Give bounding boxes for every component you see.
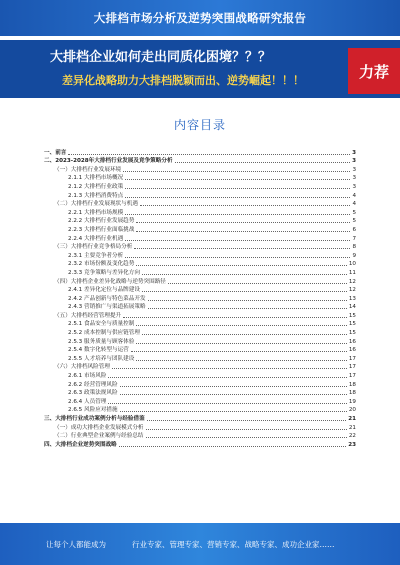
toc-leader-dots [142,274,347,275]
toc-leader-dots [120,411,347,412]
toc-entry[interactable] [44,380,356,389]
toc-page-number: 17 [348,373,356,380]
toc-entry[interactable] [44,234,356,243]
toc-entry-title: 二、2023-2028年大排档行业发展及竞争策略分析 [44,158,173,165]
toc-leader-dots [140,205,351,206]
toc-leader-dots [136,222,350,223]
toc-leader-dots [125,214,350,215]
toc-page-number: 17 [348,364,356,371]
toc-entry[interactable] [44,148,356,157]
toc-page-number: 5 [352,218,356,225]
toc-entry[interactable] [44,243,356,252]
toc-entry-title: 2.5.3 服务质量与顾客体验 [68,338,135,345]
toc-leader-dots [136,265,347,266]
toc-leader-dots [68,154,350,155]
toc-entry-title: 三、大排档行业成功案例分析与经验借鉴 [44,416,145,422]
toc-leader-dots [142,334,347,335]
toc-entry-title: 四、大排档企业逆势突围战略 [44,441,117,448]
toc-page-number: 18 [348,381,356,388]
toc-entry[interactable] [44,191,356,200]
toc-leader-dots [136,360,347,361]
table-of-contents [44,148,356,449]
toc-page-number: 3 [352,149,356,156]
toc-entry[interactable] [44,397,356,406]
toc-entry-title: （二）行业典型企业案例与经验总结 [54,433,144,440]
toc-leader-dots [148,300,347,301]
toc-entry[interactable] [44,260,356,269]
toc-entry[interactable] [44,432,356,441]
toc-entry-title: 2.6.5 风险应对措施 [68,407,118,414]
toc-page-number: 12 [348,278,356,285]
recommend-seal [348,48,400,94]
toc-page-number: 5 [352,209,356,216]
toc-entry-title: 2.1.2 大排档行业政策 [68,183,124,190]
toc-entry-title: 2.5.5 人才培养与团队建设 [68,355,135,362]
toc-entry-title: 2.1.1 大排档市场概况 [68,175,124,182]
toc-entry-title: 一、前言 [44,149,67,156]
toc-entry[interactable] [44,363,356,372]
toc-leader-dots [125,257,350,258]
toc-page-number: 6 [352,226,356,233]
toc-page-number: 15 [348,321,356,328]
toc-entry[interactable] [44,337,356,346]
toc-entry[interactable] [44,200,356,209]
toc-entry[interactable] [44,303,356,312]
toc-entry[interactable] [44,208,356,217]
toc-entry[interactable] [44,354,356,363]
top-banner [0,0,400,36]
toc-entry[interactable] [44,217,356,226]
toc-entry-title: 2.1.3 大排档消费特点 [68,192,124,199]
toc-page-number: 17 [348,355,356,362]
toc-leader-dots [108,403,346,404]
hero-title: 大排档企业如何走出同质化困境？？？ [50,50,272,65]
toc-entry[interactable] [44,174,356,183]
toc-leader-dots [175,162,351,163]
toc-leader-dots [146,429,347,430]
toc-page-number: 22 [348,433,356,440]
toc-entry-title: 2.6.3 政策法规风险 [68,390,118,397]
toc-page-number: 10 [348,261,356,268]
toc-entry[interactable] [44,182,356,191]
toc-entry-title: （四）大排档企业差异化战略与逆势突围路径 [54,278,166,285]
toc-entry[interactable] [44,157,356,166]
bottom-banner [0,523,400,565]
toc-entry[interactable] [44,320,356,329]
toc-leader-dots [148,308,347,309]
toc-entry-title: 2.2.2 大排档行业发展趋势 [68,218,135,225]
toc-entry[interactable] [44,268,356,277]
toc-page-number: 3 [352,166,356,173]
toc-entry-title: 2.4.3 营销推广与渠道拓展策略 [68,304,146,311]
toc-page-number: 14 [348,304,356,311]
toc-leader-dots [125,179,350,180]
seal-text: 力荐 [358,62,389,81]
toc-leader-dots [120,386,347,387]
toc-page-number: 7 [352,235,356,242]
toc-entry-title: （三）大排档行业竞争格局分析 [54,244,133,251]
footer-roles: 行业专家、管理专家、营销专家、战略专家、成功企业家…… [132,539,335,549]
toc-page-number: 13 [348,295,356,302]
hero-subtitle: 差异化战略助力大排档脱颖而出、逆势崛起！！！ [62,74,304,87]
toc-entry[interactable] [44,251,356,260]
toc-leader-dots [125,197,350,198]
toc-page-number: 20 [348,407,356,414]
toc-leader-dots [136,231,350,232]
toc-leader-dots [125,188,350,189]
toc-entry-title: 2.4.1 差异化定位与品牌建设 [68,287,140,294]
toc-entry[interactable] [44,423,356,432]
toc-entry[interactable] [44,277,356,286]
toc-page-number: 3 [352,175,356,182]
toc-entry-title: 2.6.1 市场风险 [68,373,107,380]
toc-entry-title: 2.3.3 竞争策略与差异化方向 [68,269,140,276]
toc-leader-dots [147,420,347,421]
toc-entry[interactable] [44,294,356,303]
toc-entry-title: 2.5.2 成本控制与供应链管理 [68,330,140,337]
toc-leader-dots [125,240,350,241]
toc-entry[interactable] [44,440,356,449]
toc-entry[interactable] [44,311,356,320]
toc-entry[interactable] [44,371,356,380]
toc-page-number: 16 [348,338,356,345]
toc-entry-title: 2.5.1 食品安全与质量控制 [68,321,135,328]
toc-entry-title: 2.6.2 经营管理风险 [68,381,118,388]
toc-heading: 内容目录 [173,118,226,132]
toc-leader-dots [112,368,347,369]
toc-leader-dots [123,171,350,172]
toc-page-number: 9 [352,252,356,259]
toc-page-number: 8 [352,244,356,251]
toc-page-number: 3 [352,158,356,165]
toc-entry-title: （二）大排档行业发展现状与机遇 [54,201,138,208]
toc-page-number: 11 [348,269,356,276]
toc-entry[interactable] [44,389,356,398]
toc-entry-title: （六）大排档风险管理 [54,364,110,371]
toc-leader-dots [136,343,347,344]
toc-leader-dots [119,446,346,447]
toc-entry-title: （一）成功大排档企业发展模式分析 [54,424,144,431]
toc-page-number: 16 [348,347,356,354]
toc-entry-title: （五）大排档经营管理提升 [54,312,122,319]
toc-entry-title: 2.5.4 数字化转型与运营 [68,347,129,354]
toc-leader-dots [108,377,346,378]
toc-page-number: 15 [348,312,356,319]
toc-leader-dots [146,437,347,438]
toc-entry[interactable] [44,225,356,234]
toc-entry[interactable] [44,328,356,337]
toc-entry[interactable] [44,286,356,295]
toc-entry[interactable] [44,346,356,355]
toc-page-number: 21 [348,424,356,431]
toc-entry-title: 2.2.4 大排档行业机遇 [68,235,124,242]
toc-entry-title: 2.4.2 产品创新与特色菜品开发 [68,295,146,302]
toc-leader-dots [123,317,347,318]
toc-leader-dots [136,325,347,326]
toc-entry-title: 2.6.4 人员管理 [68,398,107,405]
report-title: 大排档市场分析及逆势突围战略研究报告 [93,11,307,25]
toc-entry[interactable] [44,414,356,423]
toc-entry[interactable] [44,406,356,415]
toc-leader-dots [134,248,350,249]
toc-leader-dots [131,351,347,352]
toc-page-number: 18 [348,390,356,397]
toc-page-number: 4 [352,192,356,199]
toc-page-number: 15 [348,330,356,337]
toc-page-number: 19 [348,398,356,405]
toc-page-number: 4 [352,201,356,208]
toc-page-number: 12 [348,287,356,294]
toc-page-number: 3 [352,183,356,190]
hero-banner [0,40,400,98]
toc-entry-title: 2.3.1 主要竞争者分析 [68,252,124,259]
toc-page-number: 23 [348,441,356,448]
toc-leader-dots [120,394,347,395]
footer-slogan: 让每个人都能成为 [46,539,106,549]
toc-leader-dots [168,283,347,284]
toc-entry-title: 2.2.3 大排档行业面临挑战 [68,226,135,233]
toc-leader-dots [142,291,347,292]
toc-entry-title: （一）大排档行业发展环境 [54,166,122,173]
toc-entry-title: 2.3.2 市场份额及变化趋势 [68,261,135,268]
toc-page-number: 21 [348,416,356,422]
toc-entry[interactable] [44,165,356,174]
toc-entry-title: 2.2.1 大排档市场规模 [68,209,124,216]
